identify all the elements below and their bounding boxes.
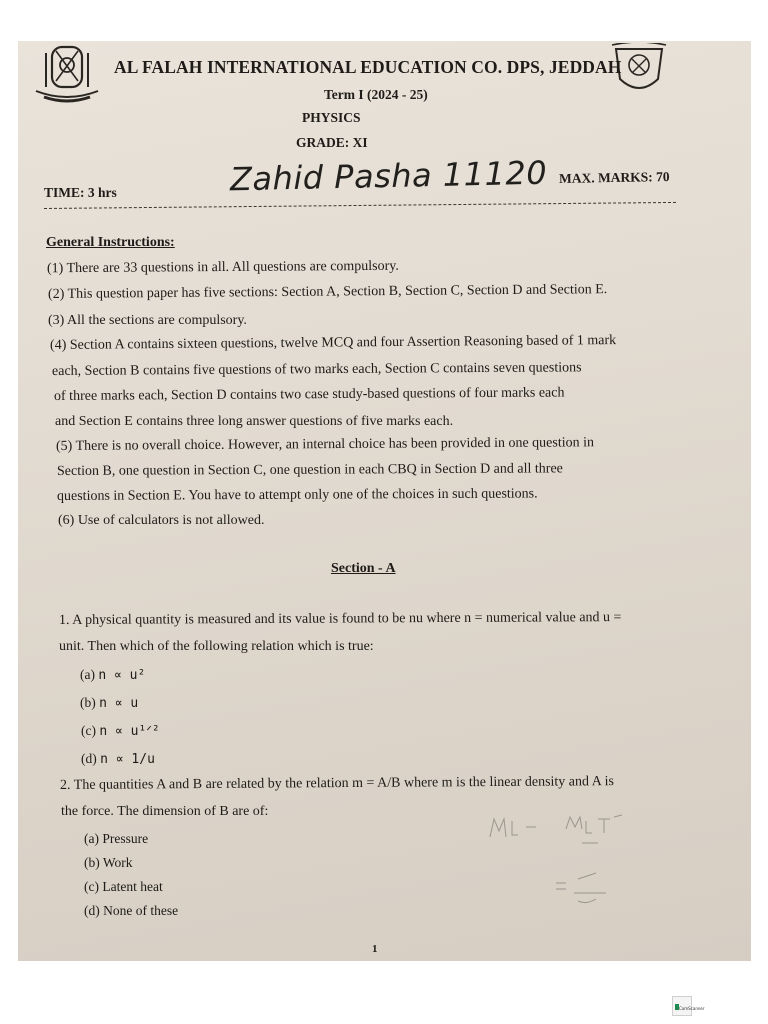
header-divider <box>44 202 676 209</box>
instruction-line: Section B, one question in Section C, one question in each CBQ in Section D and all three <box>56 461 563 479</box>
option-expression: n ∝ u² <box>98 668 146 683</box>
instruction-line: (1) There are 33 questions in all. All questions are compulsory. <box>46 258 399 277</box>
q1-option-c <box>81 723 160 739</box>
question-2-text: 2. The quantities A and B are related by the relation m = A/B where m is the linear density and A is <box>59 774 614 793</box>
q2-option-d: (d) None of these <box>84 903 179 918</box>
q1-option-b <box>80 695 138 711</box>
instruction-line: (5) There is no overall choice. However, an internal choice has been provided in one question in <box>55 435 595 454</box>
option-label: (b) <box>80 695 96 710</box>
question-2-text-cont: the force. The dimension of B are of: <box>61 804 269 819</box>
q1-option-d <box>81 751 155 767</box>
instruction-line: (3) All the sections are compulsory. <box>48 313 247 328</box>
q1-option-a <box>80 667 145 683</box>
instruction-line: of three marks each, Section D contains two case study-based questions of four marks each <box>53 385 565 404</box>
q2-option-a: (a) Pressure <box>84 831 149 846</box>
q2-option-b: (b) Work <box>84 855 133 870</box>
option-expression: n ∝ u <box>99 696 139 711</box>
instruction-line: and Section E contains three long answer questions of five marks each. <box>55 414 454 429</box>
option-expression: n ∝ u¹ᐟ² <box>99 724 160 739</box>
page-number: 1 <box>372 943 378 955</box>
exam-term: Term I (2024 - 25) <box>324 87 428 102</box>
section-a-title: Section - A <box>331 561 396 576</box>
school-name: AL FALAH INTERNATIONAL EDUCATION CO. DPS, JEDDAH <box>114 57 622 77</box>
instruction-line: questions in Section E. You have to attempt only one of the choices in such questions. <box>56 486 538 504</box>
school-logo-left <box>30 41 104 103</box>
option-label: (d) <box>81 751 97 766</box>
option-label: (a) <box>80 667 95 682</box>
scanner-badge-label: CamScanner <box>679 1006 705 1011</box>
option-expression: n ∝ 1/u <box>100 752 155 767</box>
option-label: (c) <box>81 723 96 738</box>
pencil-rough-work <box>486 813 686 923</box>
question-1-text-cont: unit. Then which of the following relation which is true: <box>59 639 374 654</box>
exam-paper <box>18 41 751 961</box>
student-name-handwritten: Zahid Pasha 11120 <box>229 153 548 199</box>
instruction-line: (2) This question paper has five sections: Section A, Section B, Section C, Section D and Section E. <box>47 282 608 302</box>
instruction-line: (6) Use of calculators is not allowed. <box>58 513 265 528</box>
instructions-title: General Instructions: <box>46 235 175 250</box>
q2-option-c: (c) Latent heat <box>84 879 163 894</box>
exam-subject: PHYSICS <box>302 110 361 125</box>
exam-time: TIME: 3 hrs <box>44 185 117 200</box>
max-marks: MAX. MARKS: 70 <box>558 169 670 186</box>
exam-grade: GRADE: XI <box>296 135 368 150</box>
scanner-badge <box>672 996 705 1016</box>
question-1-text: 1. A physical quantity is measured and its value is found to be nu where n = numerical value and u = <box>58 610 622 628</box>
instruction-line: (4) Section A contains sixteen questions, twelve MCQ and four Assertion Reasoning based of 1 mark <box>49 333 617 353</box>
instruction-line: each, Section B contains five questions of two marks each, Section C contains seven questions <box>51 360 582 379</box>
